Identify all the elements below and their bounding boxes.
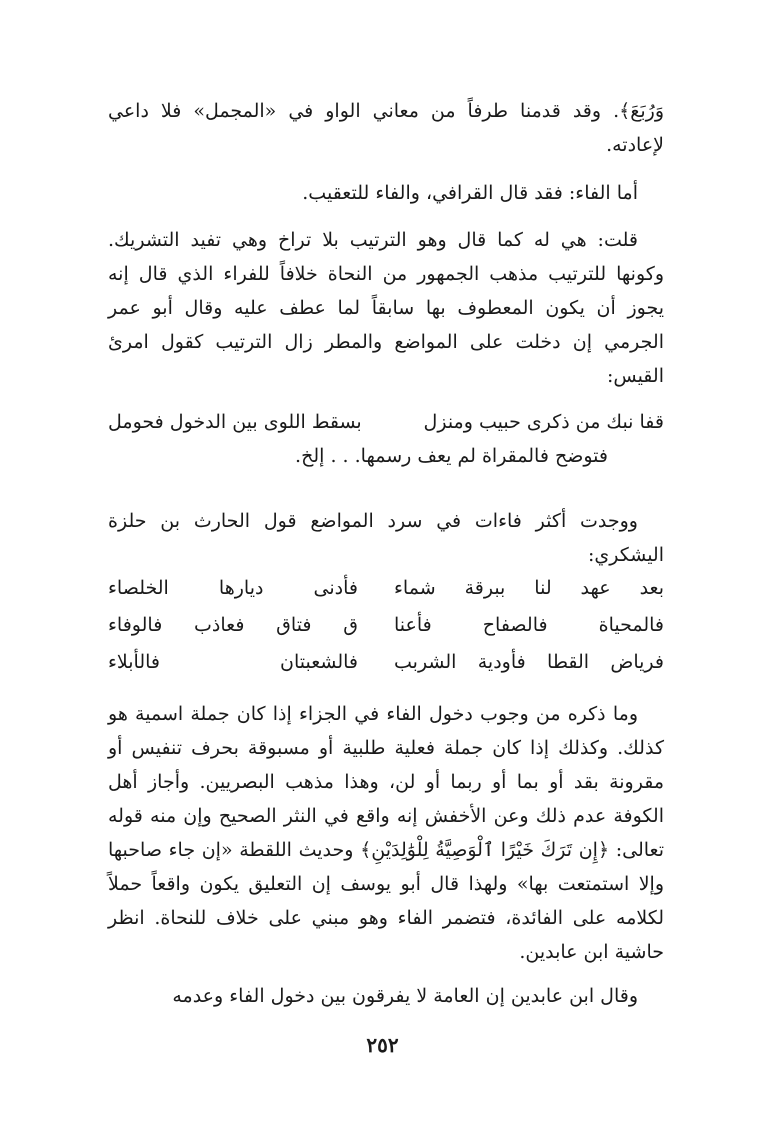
paragraph-commentary: قلت: هي له كما قال وهو الترتيب بلا تراخ وهي تفيد التشريك. وكونها للترتيب مذهب الجمهور من النحاة خلافاً للفراء الذي قال إنه يجوز أن يكون المعطوف بها سابقاً لما عطف عليه وقال أبو عمر الجرمي إن دخلت على المواضع والمطر زال الترتيب كقول امرئ القيس: [108,229,665,387]
verse-imru-al-qays [108,405,664,439]
poem-first-hemistich: فالمحياة فالصفاح فأعنا [394,614,664,636]
poem-second-hemistich: فأدنى ديارها الخلصاء [108,577,358,599]
paragraph-fa-definition: أما الفاء: فقد قال القرافي، والفاء للتعقيب. [302,182,638,204]
verse-first-hemistich: قفا نبك من ذكرى حبيب ومنزل [423,411,664,433]
poem-first-hemistich: فرياض القطا فأودية الشربب [394,651,664,673]
poem-row [108,571,664,605]
poem-row [108,608,664,642]
verse-second-hemistich: بسقط اللوى بين الدخول فحومل [108,411,362,433]
paragraph-harith-intro: ووجدت أكثر فاءات في سرد المواضع قول الحارث بن حلزة اليشكري: [108,510,664,566]
poem-row [108,645,664,679]
poem-harith [108,571,664,682]
paragraph-ibn-abidin: وقال ابن عابدين إن العامة لا يفرقون بين دخول الفاء وعدمه [172,985,638,1007]
poem-second-hemistich: فالشعبتان فالأبلاء [108,651,358,673]
page-number: ٢٥٢ [366,1033,399,1057]
verse-continuation-line: فتوضح فالمقراة لم يعف رسمها. . . إلخ. [295,445,608,467]
poem-second-hemistich: ق فتاق فعاذب فالوفاء [108,614,358,636]
paragraph-continuation: وَرُبَعَ﴾. وقد قدمنا طرفاً من معاني الواو في «المجمل» فلا داعي لإعادته. [108,100,664,156]
poem-first-hemistich: بعد عهد لنا ببرقة شماء [394,577,664,599]
paragraph-jaza-rules: وما ذكره من وجوب دخول الفاء في الجزاء إذا كان جملة اسمية هو كذلك. وكذلك إذا كان جملة فعلية طلبية أو مسبوقة بحرف تنفيس أو مقرونة بقد أو بما أو ربما أو لن، وهذا مذهب البصريين. وأجاز أهل الكوفة عدم ذلك وعن الأخفش إنه واقع في النثر الصحيح وإن منه قوله تعالى: ﴿إِن تَرَكَ خَيْرًا ٱلْوَصِيَّةُ لِلْوَٰلِدَيْنِ﴾ وحديث اللقطة «إن جاء صاحبها وإلا استمتعت بها» ولهذا قال أبو يوسف إن التعليق يكون واقعاً حملاً لكلامه على الفائدة، فتضمر الفاء وهو مبني على خلاف للنحاة. انظر حاشية ابن عابدين. [108,703,664,963]
